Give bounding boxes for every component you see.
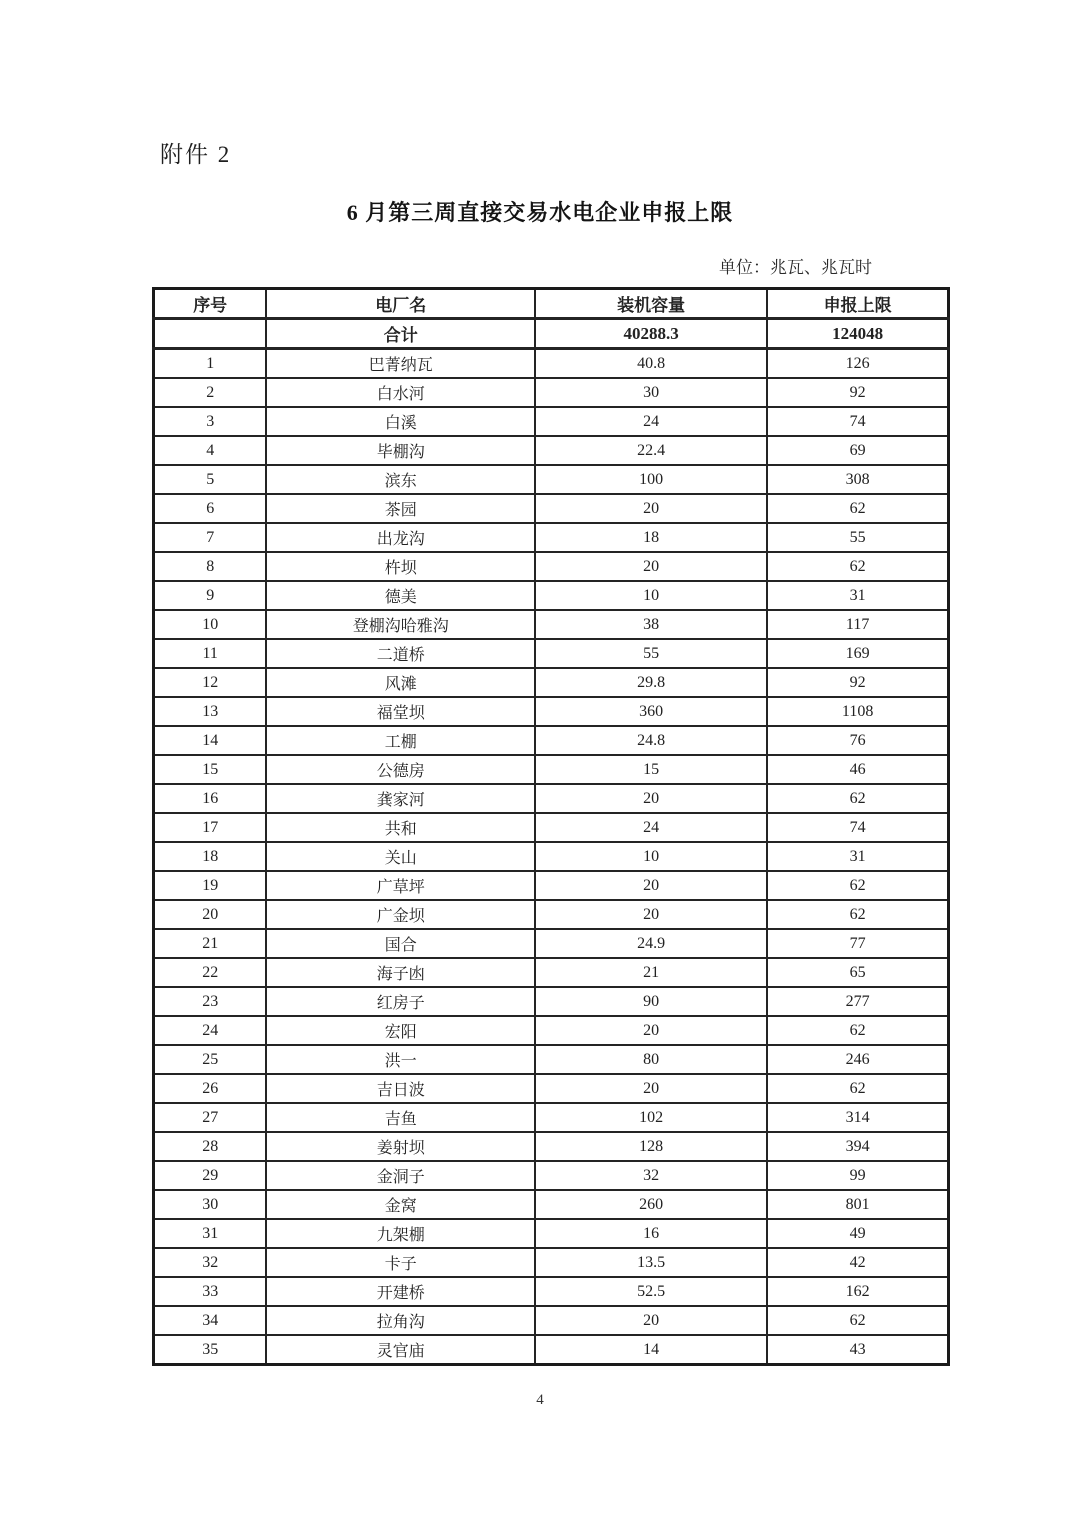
table-row [154,1335,949,1365]
table-row [154,726,949,755]
cell-name: 卡子 [266,1248,535,1277]
cell-capacity: 10 [535,581,767,610]
cell-name: 关山 [266,842,535,871]
table-row [154,1161,949,1190]
cell-capacity: 20 [535,1306,767,1335]
cell-limit: 43 [767,1335,948,1365]
cell-limit: 62 [767,871,948,900]
cell-limit: 117 [767,610,948,639]
table-row [154,378,949,407]
cell-capacity: 21 [535,958,767,987]
table-header-row [154,289,949,319]
cell-capacity: 13.5 [535,1248,767,1277]
cell-no: 8 [154,552,267,581]
report-table [152,287,950,1366]
cell-limit: 162 [767,1277,948,1306]
cell-capacity: 16 [535,1219,767,1248]
table-row [154,842,949,871]
cell-capacity: 100 [535,465,767,494]
page-title: 6 月第三周直接交易水电企业申报上限 [346,200,734,225]
cell-name: 二道桥 [266,639,535,668]
table-row [154,552,949,581]
cell-limit: 31 [767,842,948,871]
cell-capacity: 22.4 [535,436,767,465]
cell-name: 巴菁纳瓦 [266,349,535,379]
unit-note: 单位：兆瓦、兆瓦时 [719,258,872,277]
cell-limit: 126 [767,349,948,379]
cell-limit: 74 [767,407,948,436]
cell-name: 金窝 [266,1190,535,1219]
table-row [154,639,949,668]
cell-name: 白水河 [266,378,535,407]
table-row [154,929,949,958]
cell-no: 11 [154,639,267,668]
attachment-label: 附件 2 [160,142,232,167]
table-row [154,1132,949,1161]
cell-limit: 77 [767,929,948,958]
total-cell-capacity: 40288.3 [535,319,767,349]
cell-limit: 277 [767,987,948,1016]
table-row [154,900,949,929]
cell-name: 宏阳 [266,1016,535,1045]
cell-capacity: 20 [535,1016,767,1045]
cell-capacity: 360 [535,697,767,726]
cell-limit: 246 [767,1045,948,1074]
cell-no: 7 [154,523,267,552]
cell-no: 12 [154,668,267,697]
cell-limit: 169 [767,639,948,668]
cell-name: 风滩 [266,668,535,697]
cell-limit: 92 [767,668,948,697]
cell-no: 33 [154,1277,267,1306]
cell-no: 10 [154,610,267,639]
cell-capacity: 20 [535,871,767,900]
cell-no: 15 [154,755,267,784]
cell-limit: 74 [767,813,948,842]
cell-no: 18 [154,842,267,871]
cell-no: 19 [154,871,267,900]
cell-limit: 49 [767,1219,948,1248]
cell-limit: 62 [767,900,948,929]
cell-name: 出龙沟 [266,523,535,552]
cell-limit: 99 [767,1161,948,1190]
cell-capacity: 40.8 [535,349,767,379]
cell-no: 6 [154,494,267,523]
header-cell-limit: 申报上限 [767,289,948,319]
table-row [154,349,949,379]
table-row [154,871,949,900]
cell-no: 5 [154,465,267,494]
table-row [154,610,949,639]
cell-limit: 1108 [767,697,948,726]
cell-limit: 42 [767,1248,948,1277]
cell-name: 福堂坝 [266,697,535,726]
cell-capacity: 10 [535,842,767,871]
cell-name: 金洞子 [266,1161,535,1190]
table-row [154,407,949,436]
cell-no: 35 [154,1335,267,1365]
cell-name: 拉角沟 [266,1306,535,1335]
cell-name: 工棚 [266,726,535,755]
cell-name: 吉鱼 [266,1103,535,1132]
cell-name: 九架棚 [266,1219,535,1248]
cell-no: 22 [154,958,267,987]
cell-no: 2 [154,378,267,407]
cell-capacity: 20 [535,900,767,929]
cell-name: 共和 [266,813,535,842]
cell-capacity: 29.8 [535,668,767,697]
cell-limit: 62 [767,494,948,523]
table-row [154,581,949,610]
cell-capacity: 24.9 [535,929,767,958]
table-row [154,668,949,697]
cell-no: 9 [154,581,267,610]
cell-limit: 65 [767,958,948,987]
cell-limit: 55 [767,523,948,552]
cell-limit: 801 [767,1190,948,1219]
table-row [154,1103,949,1132]
table-row [154,494,949,523]
cell-capacity: 24 [535,407,767,436]
cell-no: 28 [154,1132,267,1161]
table-row [154,465,949,494]
cell-name: 国合 [266,929,535,958]
table-body [154,319,949,1365]
cell-limit: 62 [767,1016,948,1045]
cell-limit: 69 [767,436,948,465]
table-row [154,987,949,1016]
header-cell-name: 电厂名 [266,289,535,319]
cell-name: 姜射坝 [266,1132,535,1161]
cell-no: 13 [154,697,267,726]
cell-name: 红房子 [266,987,535,1016]
cell-limit: 76 [767,726,948,755]
table-row [154,958,949,987]
cell-capacity: 260 [535,1190,767,1219]
cell-no: 14 [154,726,267,755]
cell-capacity: 20 [535,552,767,581]
cell-limit: 62 [767,1074,948,1103]
total-row [154,319,949,349]
cell-limit: 308 [767,465,948,494]
cell-no: 4 [154,436,267,465]
cell-no: 26 [154,1074,267,1103]
table-row [154,784,949,813]
table-row [154,755,949,784]
cell-capacity: 32 [535,1161,767,1190]
cell-capacity: 24 [535,813,767,842]
page-number: 4 [536,1392,544,1408]
cell-name: 吉日波 [266,1074,535,1103]
table-row [154,1190,949,1219]
cell-capacity: 30 [535,378,767,407]
total-cell-name: 合计 [266,319,535,349]
cell-capacity: 20 [535,1074,767,1103]
cell-name: 洪一 [266,1045,535,1074]
cell-no: 23 [154,987,267,1016]
table-row [154,1277,949,1306]
cell-capacity: 55 [535,639,767,668]
cell-name: 滨东 [266,465,535,494]
cell-capacity: 24.8 [535,726,767,755]
cell-capacity: 20 [535,784,767,813]
cell-name: 灵官庙 [266,1335,535,1365]
cell-no: 21 [154,929,267,958]
cell-no: 34 [154,1306,267,1335]
table-row [154,436,949,465]
cell-capacity: 90 [535,987,767,1016]
cell-capacity: 38 [535,610,767,639]
cell-capacity: 20 [535,494,767,523]
cell-name: 开建桥 [266,1277,535,1306]
table-row [154,813,949,842]
cell-capacity: 102 [535,1103,767,1132]
table-row [154,1045,949,1074]
table-row [154,697,949,726]
cell-limit: 62 [767,1306,948,1335]
cell-limit: 62 [767,552,948,581]
cell-no: 24 [154,1016,267,1045]
table-row [154,523,949,552]
cell-name: 毕棚沟 [266,436,535,465]
cell-limit: 46 [767,755,948,784]
cell-no: 20 [154,900,267,929]
cell-limit: 394 [767,1132,948,1161]
cell-no: 17 [154,813,267,842]
cell-name: 杵坝 [266,552,535,581]
cell-name: 龚家河 [266,784,535,813]
table-row [154,1219,949,1248]
table-row [154,1248,949,1277]
cell-limit: 62 [767,784,948,813]
cell-no: 16 [154,784,267,813]
cell-capacity: 18 [535,523,767,552]
cell-capacity: 52.5 [535,1277,767,1306]
cell-no: 30 [154,1190,267,1219]
cell-no: 3 [154,407,267,436]
cell-name: 白溪 [266,407,535,436]
cell-name: 广草坪 [266,871,535,900]
cell-no: 29 [154,1161,267,1190]
cell-limit: 314 [767,1103,948,1132]
cell-name: 茶园 [266,494,535,523]
cell-capacity: 14 [535,1335,767,1365]
cell-no: 1 [154,349,267,379]
cell-no: 27 [154,1103,267,1132]
cell-no: 25 [154,1045,267,1074]
cell-no: 32 [154,1248,267,1277]
cell-no: 31 [154,1219,267,1248]
header-cell-no: 序号 [154,289,267,319]
total-cell-limit: 124048 [767,319,948,349]
cell-name: 海子凼 [266,958,535,987]
header-cell-capacity: 装机容量 [535,289,767,319]
cell-capacity: 128 [535,1132,767,1161]
cell-name: 登棚沟哈雅沟 [266,610,535,639]
cell-limit: 31 [767,581,948,610]
table-row [154,1016,949,1045]
table-row [154,1074,949,1103]
cell-limit: 92 [767,378,948,407]
total-cell-no [154,319,267,349]
cell-name: 公德房 [266,755,535,784]
table-row [154,1306,949,1335]
cell-capacity: 15 [535,755,767,784]
cell-name: 广金坝 [266,900,535,929]
cell-name: 德美 [266,581,535,610]
cell-capacity: 80 [535,1045,767,1074]
